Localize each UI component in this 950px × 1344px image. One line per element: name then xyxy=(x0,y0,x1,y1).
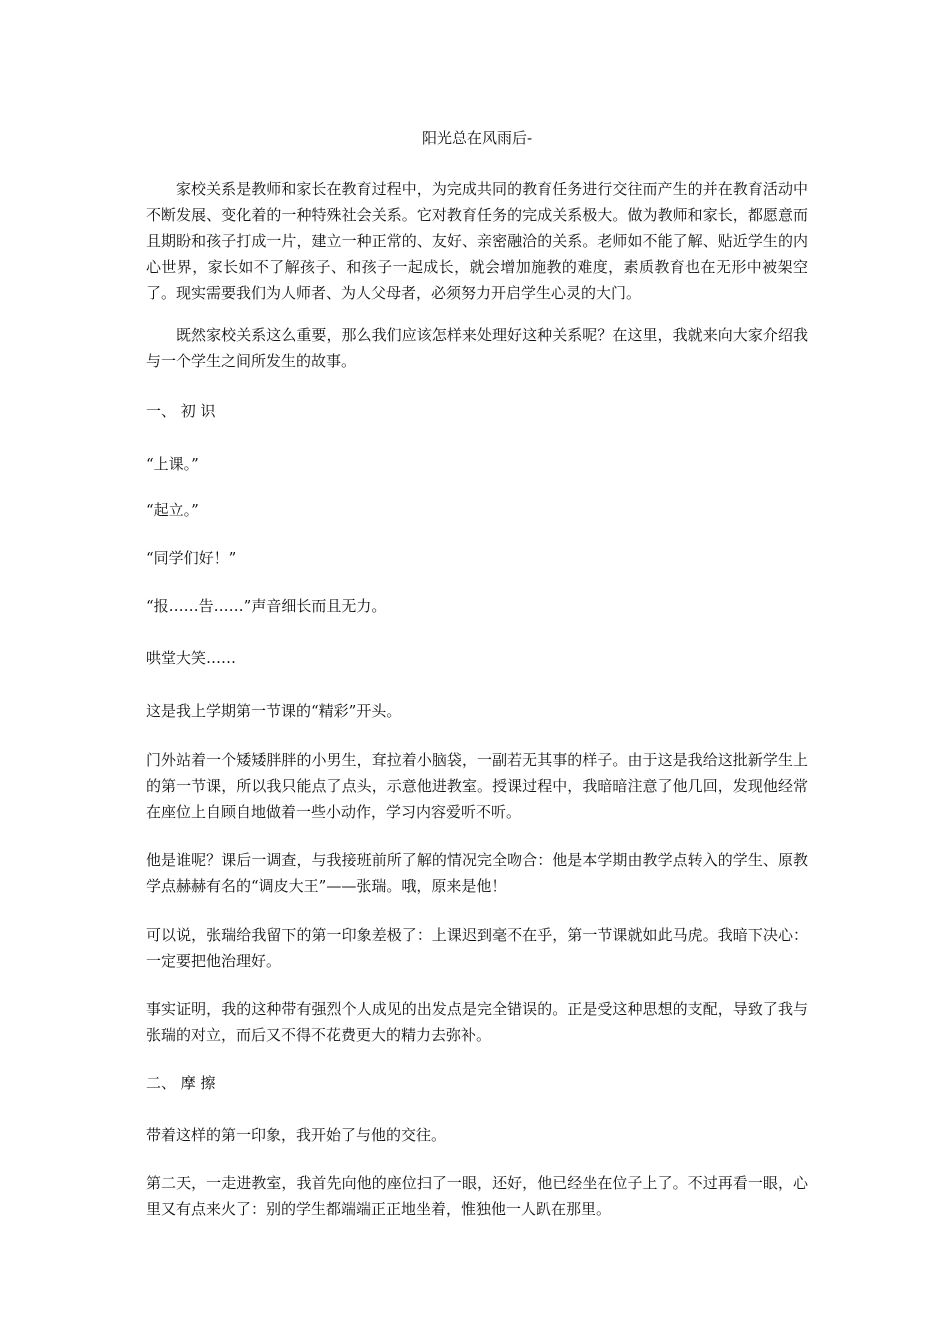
paragraph: 他是谁呢？课后一调查，与我接班前所了解的情况完全吻合：他是本学期由教学点转入的学生、原教学点赫赫有名的“调皮大王”——张瑞。哦，原来是他！ xyxy=(146,851,808,895)
paragraph: 哄堂大笑…… xyxy=(146,649,237,667)
paragraph-intro: 家校关系是教师和家长在教育过程中，为完成共同的教育任务进行交往而产生的并在教育活动中不断发展、变化着的一种特殊社会关系。它对教育任务的完成关系极大。做为教师和家长，都愿意而且期盼和孩子打成一片，建立一种正常的、友好、亲密融洽的关系。老师如不能了解、贴近学生的内心世界，家长如不了解孩子、和孩子一起成长，就会增加施教的难度，素质教育也在无形中被架空了。现实需要我们为人师者、为人父母者，必须努力开启学生心灵的大门。 xyxy=(146,180,808,302)
section-heading-1: 一、 初 识 xyxy=(146,402,216,420)
dialogue-line: “同学们好！” xyxy=(146,549,237,567)
document-title: 阳光总在风雨后- xyxy=(421,129,533,147)
section-heading-2: 二、 摩 擦 xyxy=(146,1074,216,1092)
paragraph: 带着这样的第一印象，我开始了与他的交往。 xyxy=(146,1126,447,1144)
paragraph: 第二天，一走进教室，我首先向他的座位扫了一眼，还好，他已经坐在位子上了。不过再看一眼，心里又有点来火了：别的学生都端端正正地坐着，惟独他一人趴在那里。 xyxy=(146,1174,808,1218)
dialogue-line: “起立。” xyxy=(146,501,199,519)
dialogue-line: “报……告……”声音细长而且无力。 xyxy=(146,597,387,615)
dialogue-line: “上课。” xyxy=(146,455,199,473)
paragraph: 事实证明，我的这种带有强烈个人成见的出发点是完全错误的。正是受这种思想的支配，导致了我与张瑞的对立，而后又不得不花费更大的精力去弥补。 xyxy=(146,1000,808,1044)
paragraph-question: 既然家校关系这么重要，那么我们应该怎样来处理好这种关系呢？在这里，我就来向大家介绍我与一个学生之间所发生的故事。 xyxy=(146,326,808,370)
paragraph: 门外站着一个矮矮胖胖的小男生，耷拉着小脑袋，一副若无其事的样子。由于这是我给这批新学生上的第一节课，所以我只能点了点头，示意他进教室。授课过程中，我暗暗注意了他几回，发现他经常在座位上自顾自地做着一些小动作，学习内容爱听不听。 xyxy=(146,751,808,821)
paragraph: 可以说，张瑞给我留下的第一印象差极了：上课迟到毫不在乎，第一节课就如此马虎。我暗下决心：一定要把他治理好。 xyxy=(146,926,808,970)
paragraph: 这是我上学期第一节课的“精彩”开头。 xyxy=(146,702,402,720)
